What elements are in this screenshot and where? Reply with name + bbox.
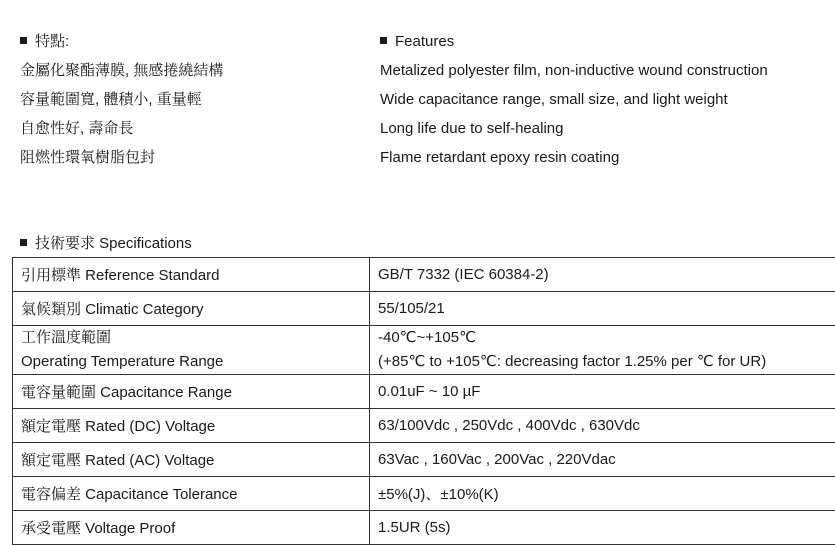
feature-zh-item: 容量範圍寬, 體積小, 重量輕 <box>20 89 360 118</box>
table-row <box>13 258 835 292</box>
feature-en-item: Flame retardant epoxy resin coating <box>380 147 830 176</box>
spec-label: 引用標準 Reference Standard <box>13 258 370 292</box>
spec-label: 額定電壓 Rated (AC) Voltage <box>13 443 370 477</box>
spec-label: 額定電壓 Rated (DC) Voltage <box>13 409 370 443</box>
feature-en-item: Metalized polyester film, non-inductive wound construction <box>380 60 830 89</box>
spec-label: 電容量範圍 Capacitance Range <box>13 375 370 409</box>
spec-label: 氣候類別 Climatic Category <box>13 292 370 326</box>
features-zh-heading: 特點: <box>20 31 360 60</box>
spec-value: 63/100Vdc , 250Vdc , 400Vdc , 630Vdc <box>370 409 835 443</box>
table-row <box>13 477 835 511</box>
spec-value: 55/105/21 <box>370 292 835 326</box>
table-row <box>13 511 835 545</box>
features-en-heading: Features <box>380 31 830 60</box>
spec-value: 63Vac , 160Vac , 200Vac , 220Vdac <box>370 443 835 477</box>
spec-value-note: (+85℃ to +105℃: decreasing factor 1.25% per ℃ for UR) <box>378 350 829 374</box>
table-row <box>13 375 835 409</box>
spec-value: 0.01uF ~ 10 µF <box>370 375 835 409</box>
spec-label: 電容偏差 Capacitance Tolerance <box>13 477 370 511</box>
feature-en-item: Wide capacitance range, small size, and light weight <box>380 89 830 118</box>
feature-zh-item: 自愈性好, 壽命長 <box>20 118 360 147</box>
specifications-heading: 技術要求 Specifications <box>20 233 192 255</box>
table-row <box>13 409 835 443</box>
spec-label: 工作溫度範圍 <box>21 326 361 350</box>
specifications-table <box>12 257 835 545</box>
spec-label-en: Operating Temperature Range <box>21 350 361 374</box>
spec-label: 承受電壓 Voltage Proof <box>13 511 370 545</box>
feature-en-item: Long life due to self-healing <box>380 118 830 147</box>
features-en-column <box>380 31 830 176</box>
feature-zh-item: 金屬化聚酯薄膜, 無感捲繞結構 <box>20 60 360 89</box>
spec-value: -40℃~+105℃ <box>378 326 829 350</box>
feature-zh-item: 阻燃性環氧樹脂包封 <box>20 147 360 176</box>
spec-value: GB/T 7332 (IEC 60384-2) <box>370 258 835 292</box>
spec-label-cell <box>13 326 370 375</box>
spec-value: 1.5UR (5s) <box>370 511 835 545</box>
features-zh-column <box>20 31 360 176</box>
square-bullet-icon <box>20 37 27 44</box>
table-row <box>13 443 835 477</box>
square-bullet-icon <box>380 37 387 44</box>
table-row <box>13 292 835 326</box>
table-row <box>13 326 835 375</box>
spec-value-cell <box>370 326 835 375</box>
square-bullet-icon <box>20 239 27 246</box>
spec-value: ±5%(J)、±10%(K) <box>370 477 835 511</box>
